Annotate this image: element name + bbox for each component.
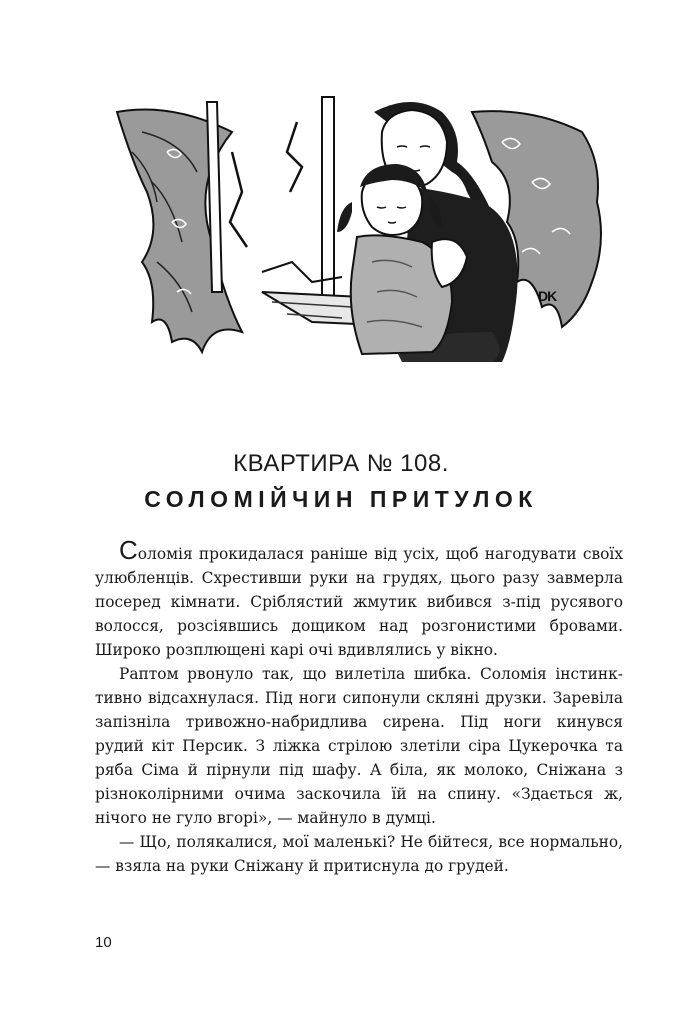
chapter-title-line2: СОЛОМІЙЧИН ПРИТУЛОК: [144, 486, 538, 512]
paragraph-2: Раптом рвонуло так, що вилетіла шибка. Соломія інстинктивно відсахнулася. Під ноги сипонули скляні друзки. Заревіла запізніла тривожно-набридлива сирена. Під ноги кинувся рудий кіт Персик. З ліжка стрілою злетіли сіра Цукерочка та ряба Сіма й пірнули під шафу. А біла, як молоко, Сніжана з різноколірними очима заскочила їй на спину. «Здається ж, нічого не гуло вгорі», — майнуло в думці.: [95, 665, 623, 827]
chapter-title-line1: КВАРТИРА № 108.: [233, 450, 449, 477]
paragraph-1: [95, 535, 623, 662]
chapter-body: [95, 535, 623, 878]
drop-cap: С: [119, 535, 138, 565]
girl-hugging-child-illustration-icon: [112, 92, 612, 382]
page-number: 10: [95, 934, 112, 951]
paragraph-3: — Що, полякалися, мої маленькі? Не бійтеся, все нормально, — взяла на руки Сніжану й притиснула до грудей.: [95, 833, 623, 875]
illustrator-signature: DK: [538, 288, 557, 304]
paragraph-1-text: оломія прокидалася раніше від усіх, щоб нагодувати своїх улюбленців. Схрестивши руки на грудях, цього разу завмерла посеред кімнати. Сріблястий жмутик вибився з-під русявого волосся, розсіявшись дощиком над розгонистими бровами. Широко розплющені карі очі вдивлялись у вікно.: [95, 545, 623, 659]
